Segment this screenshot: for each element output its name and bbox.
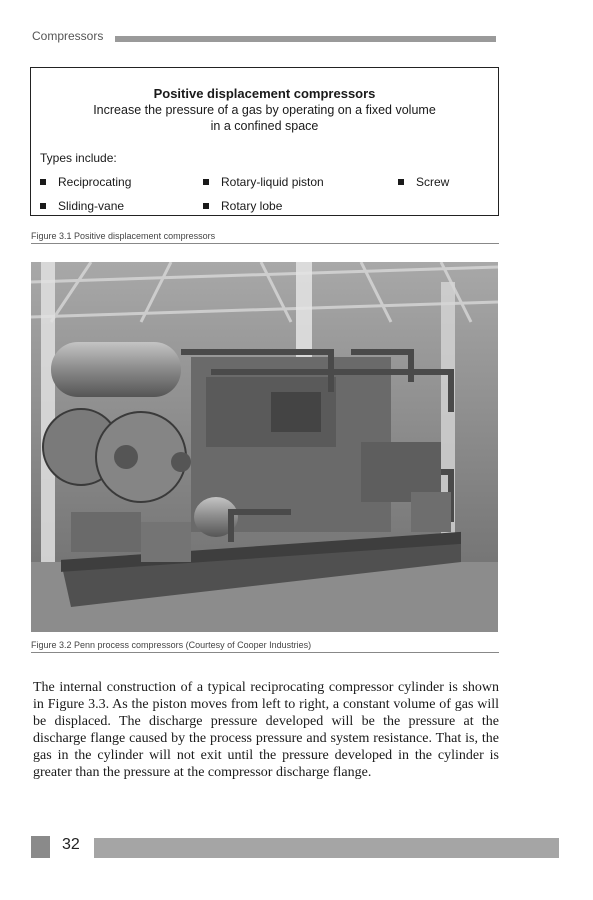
body-paragraph: The internal construction of a typical reciprocating compressor cylinder is shown in Figure 3.3. As the piston moves from left to right, a constant volume of gas will be displaced. The discharge pressure developed will be the pressure at the discharge flange caused by the process pressure and system resistance. That is, the gas in the cylinder will not exit until the pressure developed in the cylinder is greater than the pressure at the compressor discharge flange. <box>33 680 499 780</box>
bullet-icon <box>203 203 209 209</box>
bullet-icon <box>40 203 46 209</box>
figure-1-caption: Figure 3.1 Positive displacement compressors <box>31 231 216 241</box>
header-bar <box>115 36 496 42</box>
running-header <box>32 29 496 45</box>
compressor-photo <box>31 262 498 632</box>
footer-marker <box>31 836 50 858</box>
types-label: Types include: <box>40 151 117 165</box>
page-number: 32 <box>62 836 80 853</box>
header-title: Compressors <box>32 29 104 43</box>
bullet-icon <box>203 179 209 185</box>
type-item-screw: Screw <box>398 175 449 189</box>
compressor-photo-illustration <box>31 262 498 632</box>
type-item-sliding-vane: Sliding-vane <box>40 199 124 213</box>
box-description: Increase the pressure of a gas by operating on a fixed volume in a confined space <box>93 103 436 133</box>
type-item-reciprocating: Reciprocating <box>40 175 131 189</box>
caption-rule <box>31 652 499 653</box>
definition-box <box>30 67 499 216</box>
box-title: Positive displacement compressors <box>153 86 376 101</box>
figure-2-caption: Figure 3.2 Penn process compressors (Courtesy of Cooper Industries) <box>31 640 312 650</box>
type-item-rotary-lobe: Rotary lobe <box>203 199 282 213</box>
bullet-icon <box>398 179 404 185</box>
type-item-rotary-liquid-piston: Rotary-liquid piston <box>203 175 324 189</box>
bullet-icon <box>40 179 46 185</box>
caption-rule <box>31 243 499 244</box>
footer-bar <box>94 838 559 858</box>
